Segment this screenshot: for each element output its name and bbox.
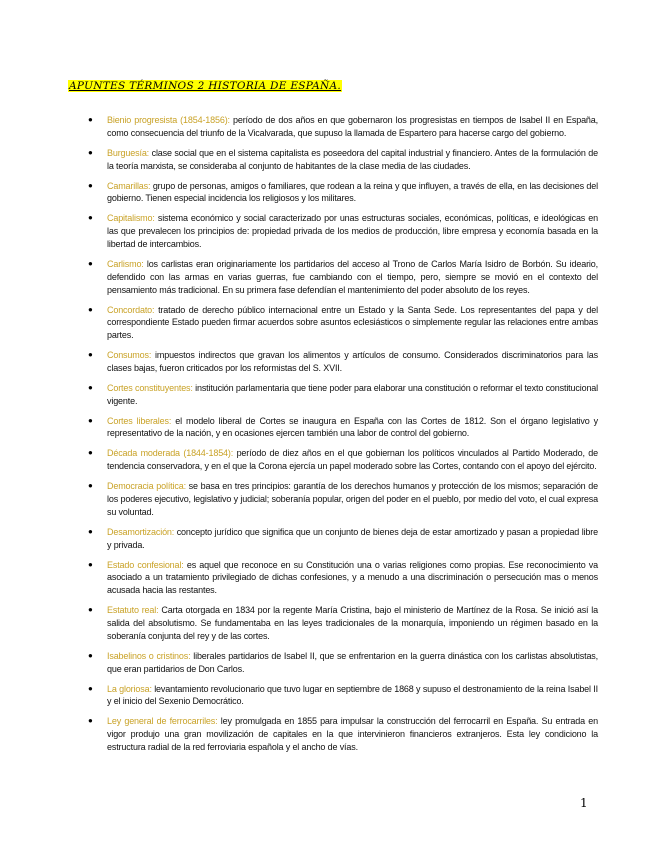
term-keyword: Concordato: xyxy=(107,304,155,315)
list-item xyxy=(86,526,598,552)
list-item xyxy=(86,447,598,473)
bullet-icon: ● xyxy=(88,382,93,392)
document-title: APUNTES TÉRMINOS 2 HISTORIA DE ESPAÑA. xyxy=(69,80,342,92)
bullet-icon: ● xyxy=(88,115,93,124)
term-definition: liberales partidarios de Isabel II, que se enfrentarion en la guerra dinástica con los carlistas absolutistas, que eran partidarios de Don Carlos. xyxy=(107,650,598,674)
list-item xyxy=(86,147,598,173)
bullet-icon: ● xyxy=(88,258,93,268)
bullet-icon: ● xyxy=(88,605,93,615)
term-keyword: Desamortización: xyxy=(107,526,175,537)
term-definition: Carta otorgada en 1834 por la regente María Cristina, bajo el ministerio de Martínez de la Rosa. Se inició así la salida del absolutismo. Se fundamentaba en las leyes tradicionales de la monarquía, imponiendo un régimen basado en la soberanía conjunta del rey y de las cortes. xyxy=(107,605,599,641)
list-item xyxy=(86,650,598,676)
list-item xyxy=(86,683,598,709)
bullet-icon: ● xyxy=(88,650,93,660)
term-keyword: Estado confesional: xyxy=(107,559,184,570)
title-block xyxy=(68,76,342,94)
bullet-icon: ● xyxy=(88,180,93,190)
list-item xyxy=(86,212,598,250)
term-keyword: Cortes constituyentes: xyxy=(107,382,193,393)
term-keyword: Cortes liberales: xyxy=(107,415,172,426)
term-definition: período de diez años en el que gobiernan los políticos vinculados al Partido Moderado, de tendencia conservadora, y en el que la Corona ejercía un papel moderado sobre las Cortes, contando con el apoyo del ejército. xyxy=(107,448,598,472)
list-item xyxy=(86,349,598,375)
term-definition: tratado de derecho público internacional entre un Estado y la Santa Sede. Los representantes del papa y del correspondiente Estado pueden firmar acuerdos sobre asuntos eclesiásticos o simplemente regular las relaciones entre ambas partes. xyxy=(107,304,598,341)
list-item xyxy=(86,304,598,342)
list-item xyxy=(86,715,598,753)
term-keyword: Consumos: xyxy=(107,350,152,361)
bullet-icon: ● xyxy=(88,415,93,425)
term-definition: concepto jurídico que significa que un conjunto de bienes deja de estar amortizado y pasan a propiedad libre y privada. xyxy=(107,526,598,550)
term-keyword: Democracia política: xyxy=(107,481,186,492)
bullet-icon: ● xyxy=(88,526,93,536)
term-definition: institución parlamentaria que tiene poder para elaborar una constitución o reformar el texto constitucional vigente. xyxy=(107,382,598,406)
list-item xyxy=(86,480,598,518)
list-item xyxy=(86,382,598,408)
term-keyword: Década moderada (1844-1854): xyxy=(107,448,234,459)
term-list xyxy=(86,114,598,761)
bullet-icon: ● xyxy=(88,559,93,569)
bullet-icon: ● xyxy=(88,213,93,223)
list-item xyxy=(86,258,598,296)
list-item xyxy=(86,114,598,140)
list-item xyxy=(86,180,598,206)
term-definition: los carlistas eran originariamente los partidarios del acceso al Trono de Carlos María Isidro de Borbón. Su ideario, defendido con las armas en varias guerras, fue cambiando con el tiempo, pero, siempre se movió en el contexto del pensamiento más tradicional. En su primera fase defendían el mantenimiento del poder absoluto de los reyes. xyxy=(107,258,598,295)
bullet-icon: ● xyxy=(88,304,93,314)
term-keyword: Camarillas: xyxy=(107,180,151,191)
term-keyword: Carlismo: xyxy=(107,258,144,269)
list-item xyxy=(86,559,598,597)
term-definition: período de dos años en que gobernaron los progresistas en tiempos de Isabel II en España, como consecuencia del triunfo de la Vicalvarada, que supuso la llamada de Espartero para hacerse cargo del gobierno. xyxy=(107,115,598,138)
term-definition: es aquel que reconoce en su Constitución una o varias religiones como propias. Ese reconocimiento va asociado a un tratamiento privilegiado de dichas confesiones, y a menudo a una discriminación o persecución mas o menos acusada hacia las restantes. xyxy=(107,559,599,596)
term-definition: ley promulgada en 1855 para impulsar la construcción del ferrocarril en España. Su entrada en vigor produjo una gran movilización de capitales en la que intervinieron financieros extranjeros. Esta ley condiciono la estructura radial de la red ferroviaria española y el ancho de vías. xyxy=(107,716,598,752)
term-definition: clase social que en el sistema capitalista es poseedora del capital industrial y financiero. Antes de la formulación de la teoría marxista, se consideraba al conjunto de habitantes de la clase media de las ciudades. xyxy=(107,147,598,171)
term-definition: el modelo liberal de Cortes se inaugura en España con las Cortes de 1812. Son el órgano legislativo y representativo de la nación, y en ocasiones ejercen también una labor de control del gobierno. xyxy=(107,415,598,439)
bullet-icon: ● xyxy=(88,683,93,693)
bullet-icon: ● xyxy=(88,350,93,360)
bullet-icon: ● xyxy=(88,716,93,726)
term-definition: se basa en tres principios: garantía de los derechos humanos y protección de los mismos; separación de los poderes ejecutivo, legislativo y judicial; soberanía popular, origen del poder en el pueblo, por medio del voto, el cual expresa su voluntad. xyxy=(107,481,598,517)
bullet-icon: ● xyxy=(88,448,93,458)
term-keyword: Ley general de ferrocarriles: xyxy=(107,716,218,727)
term-keyword: Burguesía: xyxy=(107,147,150,158)
term-keyword: Bienio progresista (1854-1856): xyxy=(107,115,230,125)
list-item xyxy=(86,604,598,642)
bullet-icon: ● xyxy=(88,481,93,491)
list-item xyxy=(86,415,598,441)
term-definition: impuestos indirectos que gravan los alimentos y artículos de consumo. Considerados discriminatorios para las clases bajas, fueron criticados por los reformistas del S. XVII. xyxy=(107,350,598,373)
term-definition: levantamiento revolucionario que tuvo lugar en septiembre de 1868 y supuso el destronamiento de la reina Isabel II y el inicio del Sexenio Democrático. xyxy=(107,683,598,707)
term-definition: sistema económico y social caracterizado por unas estructuras sociales, económicas, políticas, e ideológicas en las que prevalecen los principios de: propiedad privada de los medios de producción, libre empresa y economía basada en la libertad de intercambios. xyxy=(107,213,598,249)
bullet-icon: ● xyxy=(88,147,93,157)
term-keyword: Isabelinos o cristinos: xyxy=(107,650,191,661)
term-definition: grupo de personas, amigos o familiares, que rodean a la reina y que influyen, a través de ella, en las decisiones del gobierno. Tienen especial incidencia los religiosos y los militares. xyxy=(107,180,598,204)
term-keyword: La gloriosa: xyxy=(107,683,152,694)
term-keyword: Estatuto real: xyxy=(107,605,159,616)
term-keyword: Capitalismo: xyxy=(107,213,155,224)
page-number: 1 xyxy=(580,796,588,810)
